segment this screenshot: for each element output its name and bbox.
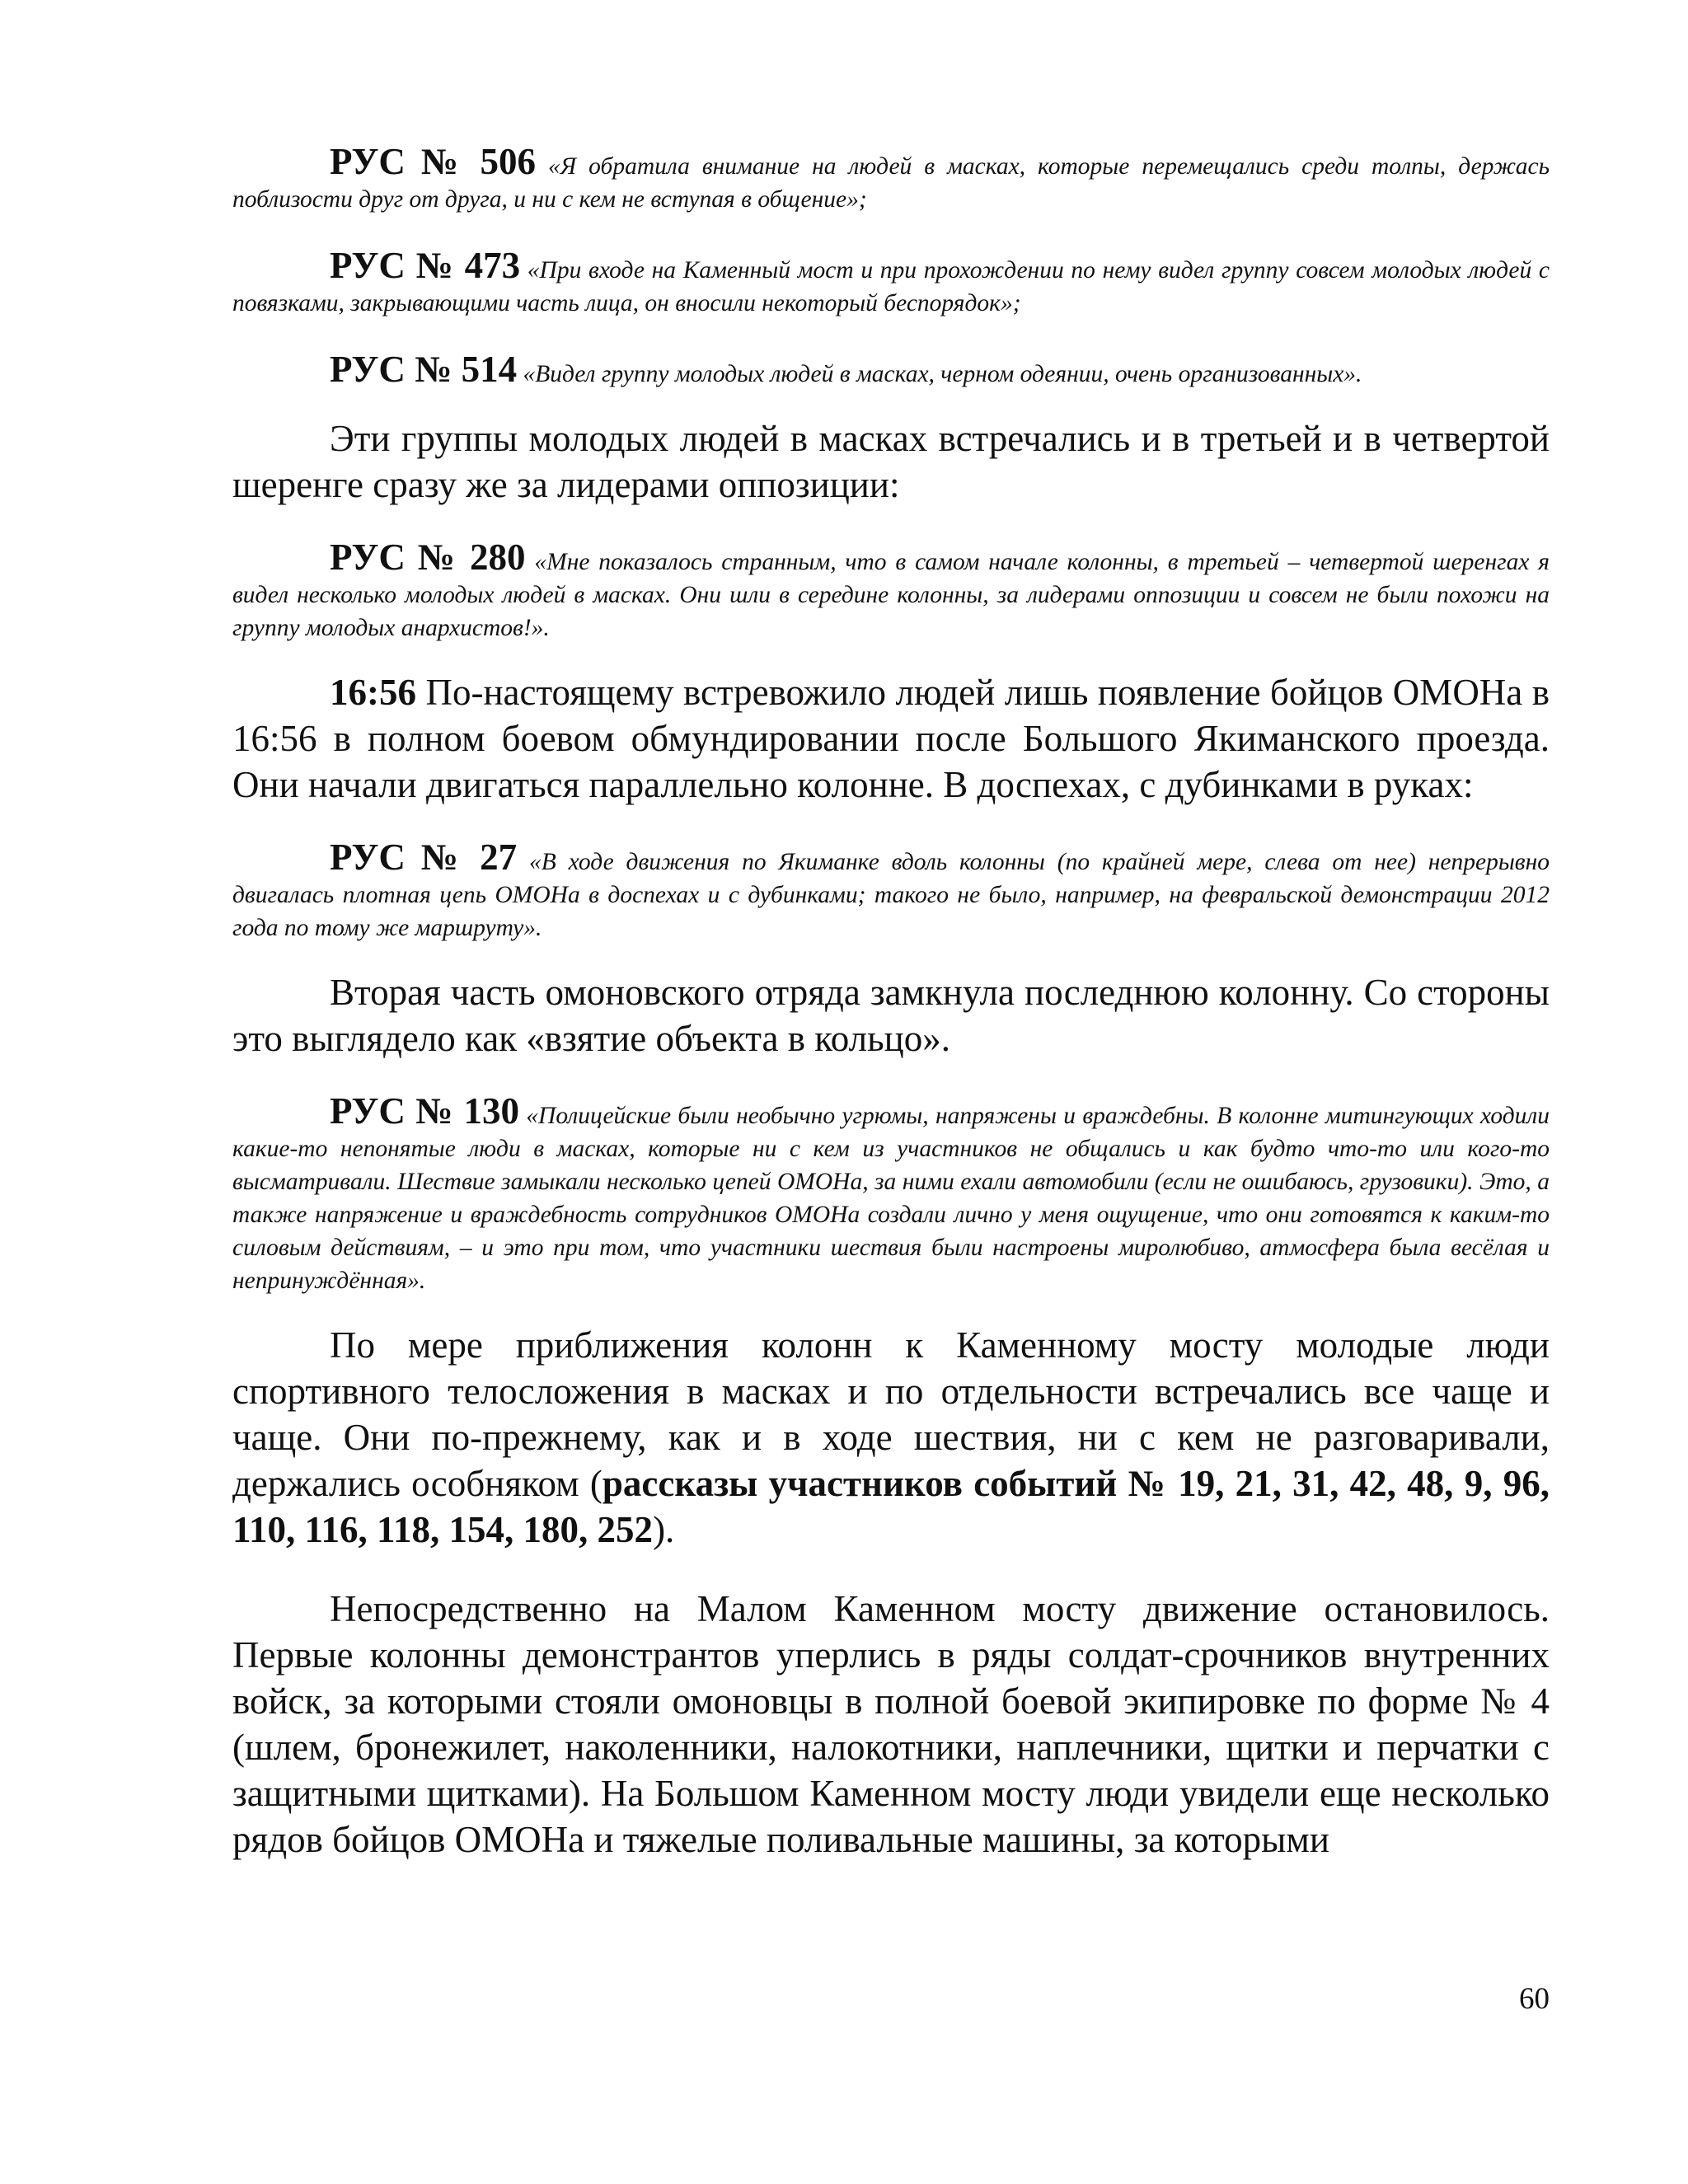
time-label: 16:56 — [330, 672, 416, 713]
paragraph-text-end: ). — [653, 1509, 675, 1550]
quote-text: «В ходе движения по Якиманке вдоль колонны (по крайней мере, слева от нее) непрерывно двигалась плотная цепь ОМОНа в доспехах и с дубинками; такого не было, например, на февральской демонстрации 2012 года по тому же маршруту». — [232, 849, 1550, 941]
quote-ref: РУС № 514 — [330, 349, 518, 390]
quote-ref: РУС № 506 — [330, 141, 536, 182]
quote-text: «Полицейские были необычно угрюмы, напряжены и враждебны. В колонне митингующих ходили какие-то непонятые люди в масках, которые ни с кем из участников не общались и как будто что-то или кого-то высматривали. Шествие замыкали несколько цепей ОМОНа, за ними ехали автомобили (если не ошибаюсь, грузовики). Это, а также напряжение и враждебность сотрудников ОМОНа создали лично у меня ощущение, что они готовятся к каким-то силовым действиям, – и это при том, что участники шествия были настроены миролюбиво, атмосфера была весёлая и непринуждённая». — [232, 1103, 1550, 1294]
quote-ref: РУС № 473 — [330, 245, 521, 286]
quote-ref: РУС № 130 — [330, 1090, 519, 1132]
quote-text: «При входе на Каменный мост и при прохождении по нему видел группу совсем молодых людей с повязками, закрывающими часть лица, он вносили некоторый беспорядок»; — [232, 257, 1550, 316]
quote-506 — [232, 141, 1550, 216]
paragraph-text: По-настоящему встревожило людей лишь появление бойцов ОМОНа в 16:56 в полном боевом обмундировании после Большого Якиманского проезда. Они начали двигаться параллельно колонне. В доспехах, с дубинками в руках: — [232, 672, 1550, 805]
paragraph-omon-appearance — [232, 669, 1550, 808]
quote-ref: РУС № 280 — [330, 537, 526, 578]
participant-refs: рассказы участников событий № 19, 21, 31, 42, 48, 9, 96, 110, 116, 118, 154, 180, 252 — [232, 1463, 1550, 1550]
quote-text: «Мне показалось странным, что в самом начале колонны, в третьей – четвертой шеренгах я видел несколько молодых людей в масках. Они шли в середине колонны, за лидерами оппозиции и совсем не были похожи на группу молодых анархистов!». — [232, 549, 1550, 641]
quote-130 — [232, 1090, 1550, 1297]
paragraph-masked-groups: Эти группы молодых людей в масках встречались и в третьей и в четвертой шеренге сразу же за лидерами оппозиции: — [232, 418, 1550, 505]
page-body — [232, 141, 1550, 1896]
paragraph-text: По мере приближения колонн к Каменному мосту молодые люди спортивного телосложения в масках и по отдельности встречались все чаще и чаще. Они по-прежнему, как и в ходе шествия, ни с кем не разговаривали, держались особняком ( — [232, 1324, 1550, 1504]
quote-27 — [232, 837, 1550, 944]
paragraph-approach-bridge — [232, 1322, 1550, 1553]
quote-ref: РУС № 27 — [330, 837, 518, 878]
paragraph-second-unit: Вторая часть омоновского отряда замкнула последнюю колонну. Со стороны это выглядело как «взятие объекта в кольцо». — [232, 972, 1550, 1059]
quote-280 — [232, 537, 1550, 644]
quote-514 — [232, 349, 1550, 391]
quote-text: «Я обратила внимание на людей в масках, которые перемещались среди толпы, держась поблизости друг от друга, и ни с кем не вступая в общение»; — [232, 153, 1550, 213]
quote-473 — [232, 245, 1550, 320]
paragraph-bridge-stop: Непосредственно на Малом Каменном мосту движение остановилось. Первые колонны демонстрантов уперлись в ряды солдат-срочников внутренних войск, за которыми стояли омоновцы в полной боевой экипировке по форме № 4 (шлем, бронежилет, наколенники, налокотники, наплечники, щитки и перчатки с защитными щитками). На Большом Каменном мосту люди увидели еще несколько рядов бойцов ОМОНа и тяжелые поливальные машины, за которыми — [232, 1588, 1550, 1860]
quote-text: «Видел группу молодых людей в масках, черном одеянии, очень организованных». — [517, 361, 1362, 387]
page-number: 60 — [1519, 1982, 1550, 2016]
